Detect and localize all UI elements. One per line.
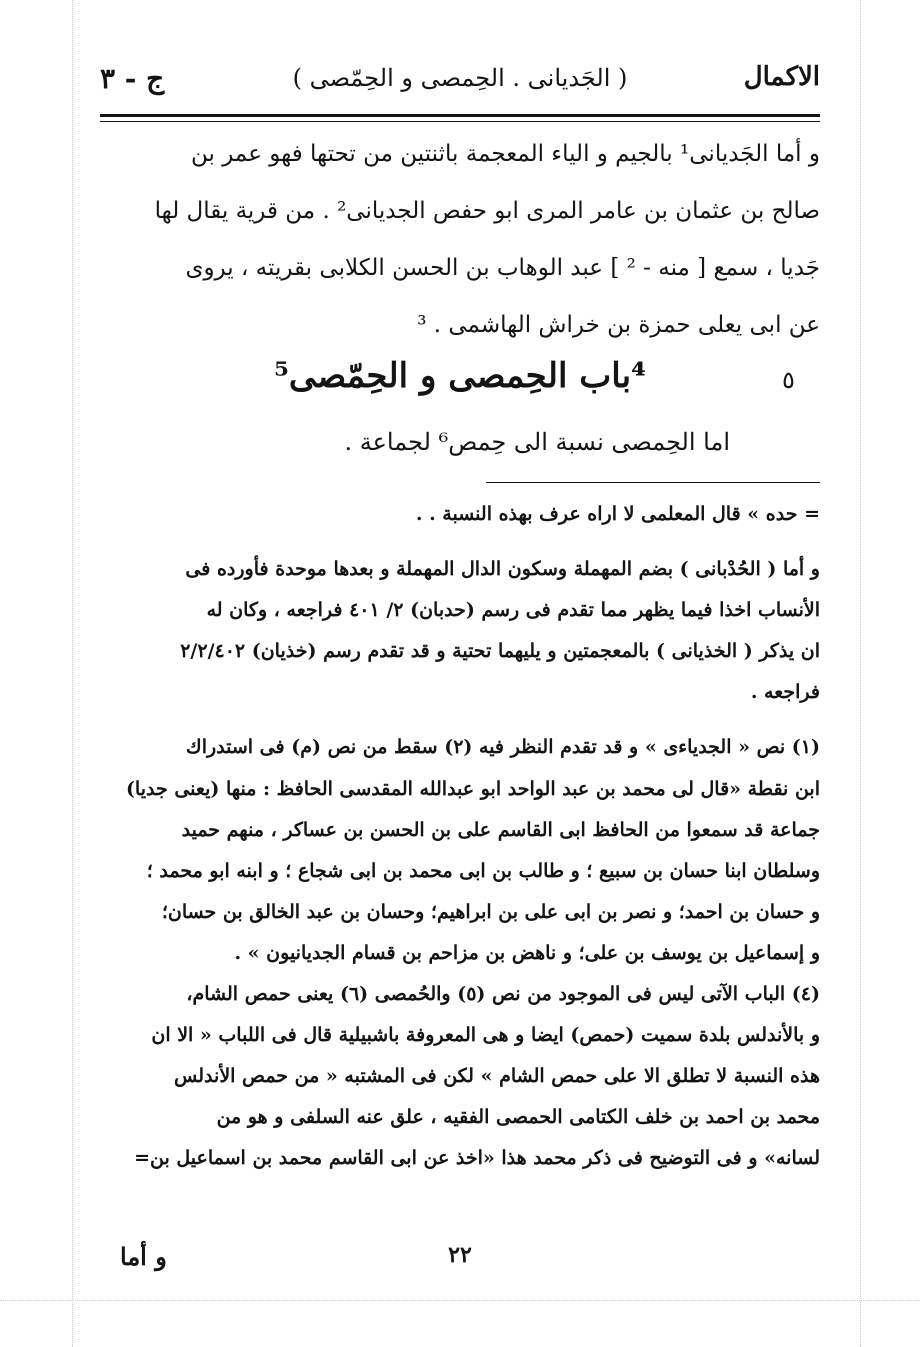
footnote-line: و إسماعيل بن يوسف بن على؛ و ناهض بن مزاحم بن قسام الجديانيون » . — [234, 941, 820, 964]
footnote-line: (١) نص « الجدياءى » و قد تقدم النظر فيه (٢) سقط من نص (م) فى استدراك — [186, 736, 820, 759]
footnote-line: وسلطان ابنا حسان بن سبيع ؛ و طالب بن ابى محمد بن ابى شجاع ؛ و ابنه ابو محمد ؛ — [146, 859, 820, 882]
main-text — [100, 126, 820, 354]
footnote-line: و حسان بن احمد؛ و نصر بن ابى على بن ابراهيم؛ وحسان بن عبد الخالق بن حسان؛ — [161, 900, 820, 923]
header-rule — [100, 114, 820, 122]
catchword: و أما — [120, 1242, 167, 1271]
margin-line-number: ٥ — [782, 366, 795, 394]
scan-dotted-line — [860, 0, 861, 1347]
page-header — [100, 62, 820, 106]
footnote-line: جماعة قد سمعوا من الحافظ ابى القاسم على بن الحسن بن عساكر ، منهم حميد — [181, 818, 820, 841]
text-line: صالح بن عثمان بن عامر المرى ابو حفص الجديانى² . من قرية يقال لها — [154, 198, 820, 224]
footnote-line: محمد بن احمد بن خلف الكتامى الحمصى الفقيه ، علق عنه السلفى و هو من — [216, 1106, 820, 1129]
footnote-line: ان يذكر ( الخذيانى ) بالمعجمتين و يليهما تحتية و قد تقدم رسم (خذيان) ٢/٢/٤٠٢ — [180, 640, 820, 663]
footnote-line: (٤) الباب الآتى ليس فى الموجود من نص (٥) والحُمصى (٦) يعنى حمص الشام، — [186, 983, 820, 1006]
text-line: عن ابى يعلى حمزة بن خراش الهاشمى . ³ — [417, 312, 820, 338]
footnote-line: الأنساب اخذا فيما يظهر مما تقدم فى رسم (حدبان) ٢/ ٤٠١ فراجعه ، وكان له — [206, 599, 820, 622]
footnote-rule — [486, 482, 820, 483]
footnote-line: و بالأندلس بلدة سميت (حمص) ايضا و هى المعروفة باشبيلية قال فى اللباب « الا ان — [151, 1024, 820, 1047]
running-title: ( الجَديانى . الحِمصى و الحِمّصى ) — [292, 64, 628, 92]
footnote-line: و أما ( الحُدْبانى ) بضم المهملة وسكون الدال المهملة و بعدها موحدة فأورده فى — [185, 558, 820, 581]
footnote-line: ابن نقطة «قال لى محمد بن عبد الواحد ابو عبدالله المقدسى الحافظ : منها (يعنى جديا) — [125, 777, 820, 800]
book-title: الاكمال — [743, 62, 820, 92]
footnote-line: هذه النسبة لا تطلق الا على حمص الشام » لكن فى المشتبه « من حمص الأندلس — [174, 1065, 820, 1088]
section-first-line: اما الحِمصى نسبة الى حِمص⁶ لجماعة . — [344, 428, 730, 456]
scan-dotted-line — [72, 0, 73, 1347]
footnote-line: فراجعه . — [750, 681, 820, 704]
volume-number: ج - ٣ — [100, 62, 165, 95]
footnote-line: لسانه» و فى التوضيح فى ذكر محمد هذا «اخذ عن ابى القاسم محمد بن اسماعيل بن= — [134, 1147, 820, 1170]
footnote-line: = حده » قال المعلمى لا اراه عرف بهذه النسبة . . — [415, 503, 820, 525]
text-line: جَديا ، سمع [ منه - ² ] عبد الوهاب بن الحسن الكلابى بقريته ، يروى — [185, 255, 820, 281]
section-heading: ⁴باب الحِمصى و الحِمّصى⁵ — [273, 356, 647, 396]
page-footer — [100, 1242, 820, 1282]
scan-dotted-line — [0, 1300, 920, 1301]
text-line: و أما الجَديانى¹ بالجيم و الياء المعجمة باثنتين من تحتها فهو عمر بن — [190, 141, 820, 167]
page-number: ٢٢ — [448, 1242, 472, 1268]
footnotes — [100, 494, 820, 1180]
